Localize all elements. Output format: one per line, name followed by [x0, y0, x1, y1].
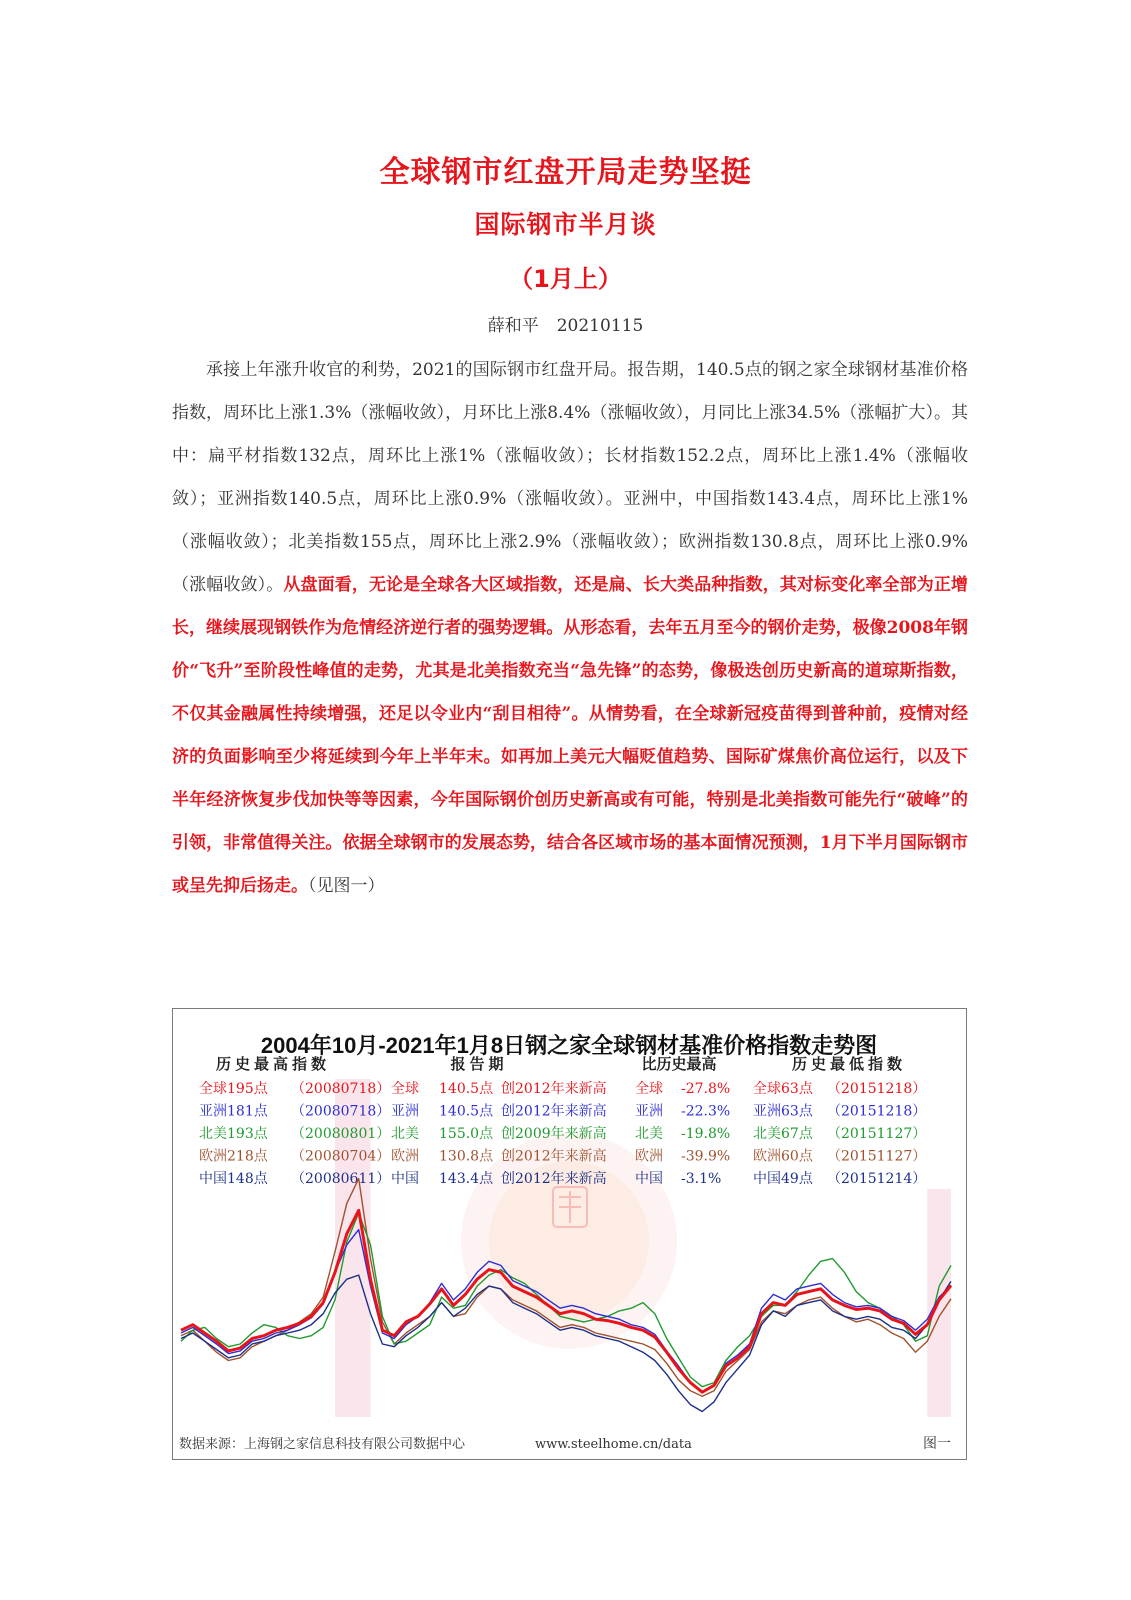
legend-header: 报告期 [450, 1055, 508, 1073]
legend-low-date: （20151127） [827, 1126, 927, 1142]
legend-low-label: 全球63点 [753, 1081, 813, 1097]
legend-high-date: （20080611） [291, 1171, 391, 1187]
legend-report-value: 140.5点 [439, 1081, 494, 1097]
legend-report-region: 全球 [391, 1081, 419, 1097]
chart-source-url: www.steelhome.cn/data [535, 1437, 692, 1452]
legend-low-date: （20151127） [827, 1148, 927, 1165]
legend-vs-high-value: -19.8% [681, 1126, 731, 1142]
legend-vs-high-region: 欧洲 [635, 1148, 663, 1165]
report-period: （1月上） [509, 265, 622, 293]
legend-report-value: 130.8点 [439, 1148, 494, 1165]
legend-high-date: （20080704） [291, 1148, 391, 1165]
legend-vs-high-region: 中国 [635, 1171, 663, 1187]
legend-report-value: 155.0点 [439, 1126, 494, 1142]
legend-high-label: 中国148点 [199, 1171, 268, 1187]
chart-figure [172, 1008, 967, 1460]
legend-vs-high-value: -39.9% [681, 1148, 731, 1165]
legend-report-note: 创2009年来新高 [501, 1126, 607, 1142]
legend-high-label: 亚洲181点 [199, 1103, 268, 1120]
legend-low-label: 中国49点 [753, 1171, 813, 1187]
legend-low-label: 欧洲60点 [753, 1148, 813, 1165]
legend-high-date: （20080801） [291, 1126, 391, 1142]
chart-source: 数据来源：上海钢之家信息科技有限公司数据中心 [179, 1437, 466, 1452]
legend-low-date: （20151218） [827, 1103, 927, 1120]
legend-report-note: 创2012年来新高 [501, 1081, 607, 1097]
article-intro: 承接上年涨升收官的利势，2021的国际钢市红盘开局。报告期，140.5点的钢之家全球钢材基准价格指数，周环比上涨1.3%（涨幅收敛），月环比上涨8.4%（涨幅收敛），月同比上涨34.5%（涨幅扩大）。其中：扁平材指数132点，周环比上涨1%（涨幅收敛）；长材指数152.2点，周环比上涨1.4%（涨幅收敛）；亚洲指数140.5点，周环比上涨0.9%（涨幅收敛）。亚洲中，中国指数143.4点，周环比上涨1%（涨幅收敛）；北美指数155点，周环比上涨2.9%（涨幅收敛）；欧洲指数130.8点，周环比上涨0.9%（涨幅收敛）。 [172, 360, 968, 595]
chart-title: 2004年10月-2021年1月8日钢之家全球钢材基准价格指数走势图 [260, 1033, 878, 1058]
publish-date: 20210115 [556, 316, 644, 336]
legend-report-region: 亚洲 [391, 1103, 419, 1120]
legend-vs-high-value: -22.3% [681, 1103, 731, 1120]
legend-vs-high-region: 全球 [635, 1081, 663, 1097]
legend-low-date: （20151218） [827, 1081, 927, 1097]
author-name: 薛和平 [487, 316, 539, 336]
figure-label: 图一 [923, 1436, 951, 1452]
article-paragraph [172, 349, 968, 908]
legend-report-value: 140.5点 [439, 1103, 494, 1120]
legend-low-label: 亚洲63点 [753, 1103, 813, 1120]
legend-report-value: 143.4点 [439, 1171, 494, 1187]
page-subtitle: 国际钢市半月谈 [474, 210, 657, 239]
watermark-logo [461, 1133, 677, 1349]
legend-header: 历史最低指数 [791, 1055, 907, 1073]
byline [0, 311, 1131, 336]
legend-report-note: 创2012年来新高 [501, 1103, 607, 1120]
legend-report-region: 欧洲 [391, 1148, 419, 1165]
legend-high-label: 北美193点 [199, 1126, 268, 1142]
legend-header: 历史最高指数 [215, 1055, 331, 1073]
legend-report-note: 创2012年来新高 [501, 1148, 607, 1165]
legend-vs-high-region: 北美 [635, 1126, 663, 1142]
legend-high-label: 全球195点 [199, 1081, 268, 1097]
legend-report-region: 中国 [391, 1171, 419, 1187]
legend-report-note: 创2012年来新高 [501, 1171, 607, 1187]
legend-vs-high-region: 亚洲 [635, 1103, 663, 1120]
article-highlight: 从盘面看，无论是全球各大区域指数，还是扁、长大类品种指数，其对标变化率全部为正增长，继续展现钢铁作为危情经济逆行者的强势逻辑。从形态看，去年五月至今的钢价走势，极像2008年钢价“飞升”至阶段性峰值的走势，尤其是北美指数充当“急先锋”的态势，像极迭创历史新高的道琼斯指数，不仅其金融属性持续增强，还足以令业内“刮目相待”。从情势看，在全球新冠疫苗得到普种前，疫情对经济的负面影响至少将延续到今年上半年末。如再加上美元大幅贬值趋势、国际矿煤焦价高位运行，以及下半年经济恢复步伐加快等等因素，今年国际钢价创历史新高或有可能，特别是北美指数可能先行“破峰”的引领，非常值得关注。依据全球钢市的发展态势，结合各区域市场的基本面情况预测，1月下半月国际钢市或呈先抑后扬走。 [172, 575, 969, 896]
legend-high-date: （20080718） [291, 1081, 391, 1097]
index-trend-chart [173, 1009, 965, 1458]
legend-vs-high-value: -27.8% [681, 1081, 731, 1097]
legend-report-region: 北美 [391, 1126, 419, 1142]
legend-header: 比历史最高 [641, 1055, 717, 1073]
legend-vs-high-value: -3.1% [681, 1171, 722, 1187]
legend-low-date: （20151214） [827, 1171, 927, 1187]
article-figure-ref: （见图一） [308, 876, 385, 896]
legend-high-date: （20080718） [291, 1103, 391, 1120]
legend-high-label: 欧洲218点 [199, 1148, 268, 1165]
legend-low-label: 北美67点 [753, 1126, 813, 1142]
page-title: 全球钢市红盘开局走势坚挺 [379, 155, 752, 190]
